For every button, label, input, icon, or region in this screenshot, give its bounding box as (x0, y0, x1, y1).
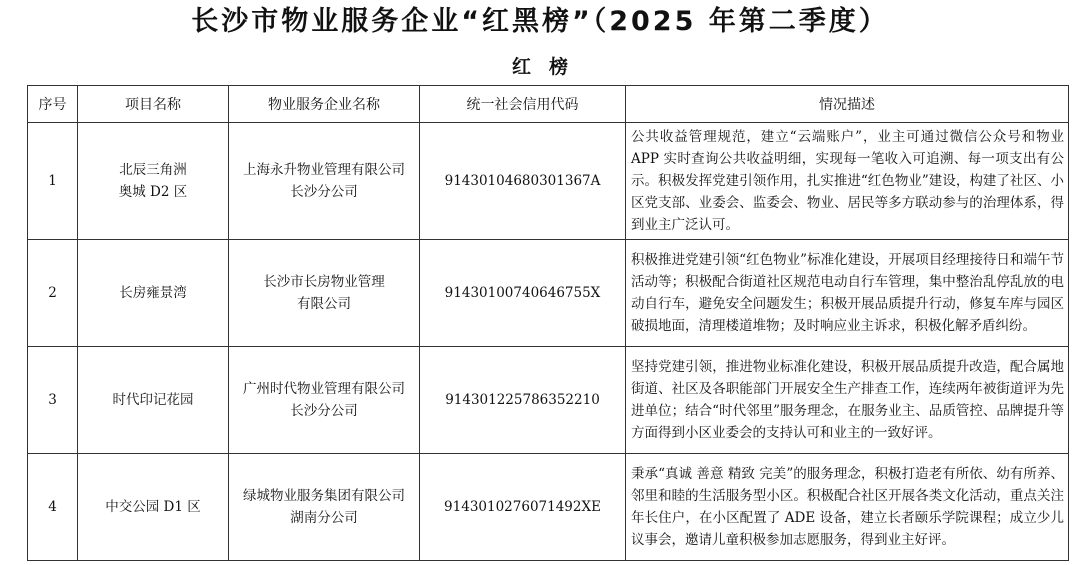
description-text: 坚持党建引领，推进物业标准化建设，积极开展品质提升改造，配合属地街道、社区及各职能部门开展安全生产排查工作，连续两年被街道评为先进单位；结合“时代邻里”服务理念，在服务业主、品质管控、品牌提升等方面得到小区业委会的支持认可和业主的一致好评。 (631, 359, 1064, 441)
red-list-label: 红榜 (511, 56, 586, 78)
description-text: 公共收益管理规范，建立“云端账户”，业主可通过微信公众号和物业 APP 实时查询公共收益明细，实现每一笔收入可追溯、每一项支出有公示。积极发挥党建引领作用，扎实推进“红色物业”建设，构建了社区、小区党支部、业委会、监委会、物业、居民等多方联动参与的治理体系，得到业主广泛认可。 (631, 129, 1064, 233)
credit-code-cell (420, 347, 626, 454)
row-number: 2 (48, 285, 57, 301)
credit-code: 914301225786352210 (445, 392, 600, 408)
project-name: 时代印记花园 (112, 392, 194, 408)
project-name: 北辰三角洲 奥城 D2 区 (118, 162, 188, 200)
page-title: 长沙市物业服务企业“红黑榜”（2025 年第二季度） (191, 6, 889, 37)
company-name-cell (229, 347, 420, 454)
table-row (28, 240, 1069, 347)
row-number-cell (28, 454, 78, 561)
company-name: 广州时代物业管理有限公司 长沙分公司 (243, 381, 405, 419)
project-name-cell (78, 240, 229, 347)
credit-code-cell (420, 454, 626, 561)
credit-code: 91430100740646755X (444, 285, 601, 301)
project-name-cell (78, 123, 229, 240)
list-subtitle (0, 52, 1080, 82)
credit-code-cell (420, 123, 626, 240)
project-name-cell (78, 454, 229, 561)
row-number-cell (28, 347, 78, 454)
company-name: 长沙市长房物业管理 有限公司 (263, 274, 385, 312)
description-text: 秉承“真诚 善意 精致 完美”的服务理念，积极打造老有所依、幼有所养、邻里和睦的生活服务型小区。积极配合社区开展各类文化活动，重点关注年长住户，在小区配置了 ADE 设备，建立长者颐乐学院课程；成立少儿议事会，邀请儿童积极参加志愿服务，得到业主好评。 (631, 466, 1064, 548)
credit-code-cell (420, 240, 626, 347)
company-name-cell (229, 454, 420, 561)
row-number: 4 (48, 499, 57, 515)
column-header-description: 情况描述 (626, 86, 1069, 123)
project-name-cell (78, 347, 229, 454)
credit-code: 91430104680301367A (444, 173, 601, 189)
description-cell (626, 240, 1069, 347)
row-number: 1 (48, 173, 57, 189)
row-number: 3 (48, 392, 57, 408)
red-list-table (27, 85, 1069, 561)
table-row (28, 347, 1069, 454)
column-header-credit-code: 统一社会信用代码 (420, 86, 626, 123)
project-name: 中交公园 D1 区 (105, 499, 201, 515)
credit-code: 9143010276071492XE (444, 499, 601, 515)
table-row (28, 454, 1069, 561)
column-header-company: 物业服务企业名称 (229, 86, 420, 123)
company-name: 绿城物业服务集团有限公司 湖南分公司 (243, 488, 405, 526)
table-row (28, 123, 1069, 240)
company-name: 上海永升物业管理有限公司 长沙分公司 (243, 162, 405, 200)
company-name-cell (229, 240, 420, 347)
table-header-row (28, 86, 1069, 123)
description-text: 积极推进党建引领“红色物业”标准化建设，开展项目经理接待日和端午节活动等；积极配合街道社区规范电动自行车管理，集中整治乱停乱放的电动自行车，避免安全问题发生；积极开展品质提升行动，修复车库与园区破损地面，清理楼道堆物；及时响应业主诉求，积极化解矛盾纠纷。 (631, 252, 1064, 334)
description-cell (626, 123, 1069, 240)
description-cell (626, 454, 1069, 561)
column-header-no: 序号 (28, 86, 78, 123)
project-name: 长房雍景湾 (119, 285, 187, 301)
column-header-project: 项目名称 (78, 86, 229, 123)
description-cell (626, 347, 1069, 454)
company-name-cell (229, 123, 420, 240)
row-number-cell (28, 123, 78, 240)
row-number-cell (28, 240, 78, 347)
